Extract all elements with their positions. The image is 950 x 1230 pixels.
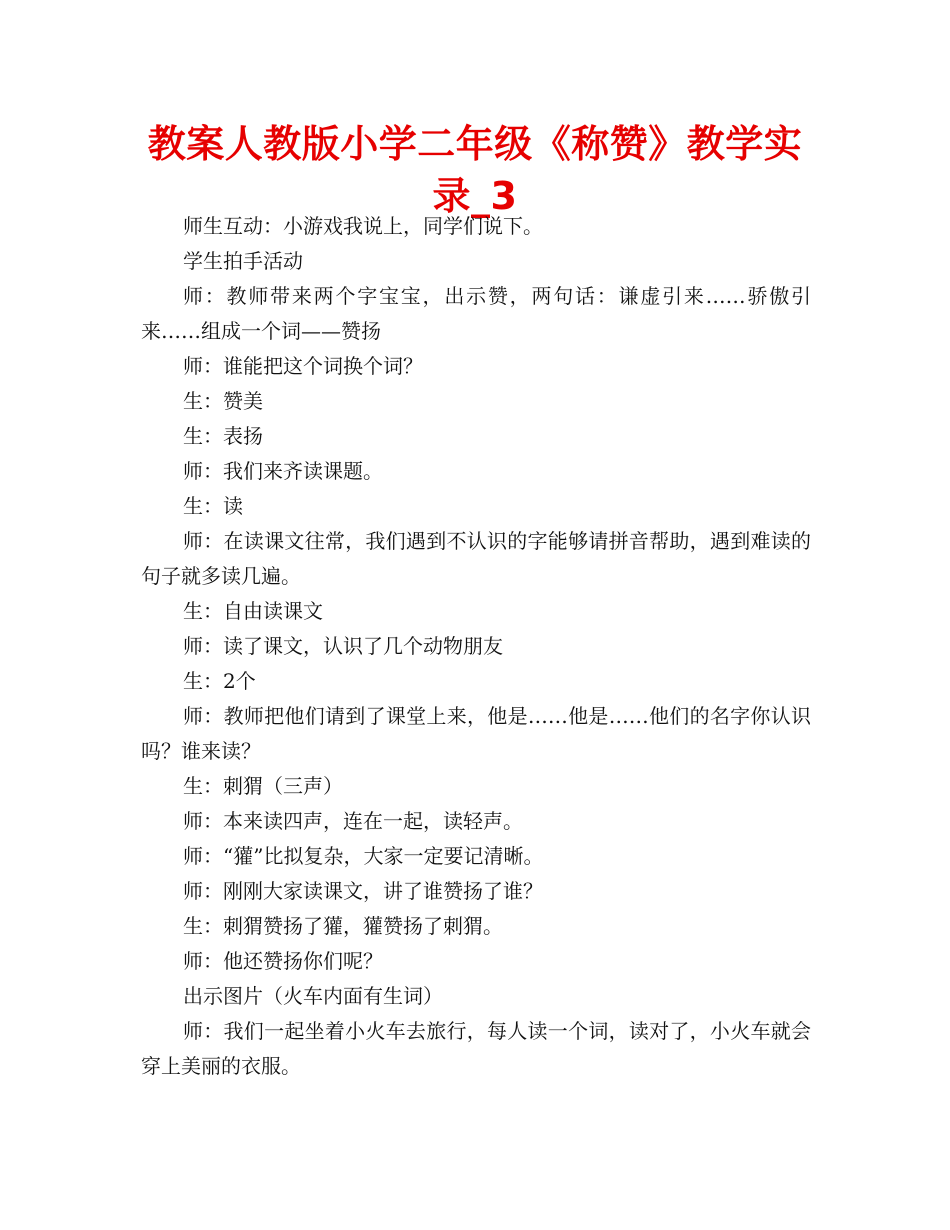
paragraph: 师：“獾”比拟复杂，大家一定要记清晰。 xyxy=(183,844,544,868)
paragraph: 师：读了课文，认识了几个动物朋友 xyxy=(183,634,503,658)
paragraph: 师：本来读四声，连在一起，读轻声。 xyxy=(183,809,523,833)
paragraph: 师：他还赞扬你们呢？ xyxy=(183,949,383,973)
paragraph: 生：刺猬赞扬了獾，獾赞扬了刺猬。 xyxy=(183,914,503,938)
paragraph: 师：谁能把这个词换个词？ xyxy=(183,354,423,378)
paragraph: 学生拍手活动 xyxy=(183,249,303,273)
paragraph: 师：在读课文往常，我们遇到不认识的字能够请拼音帮助，遇到难读的句子就多读几遍。 xyxy=(141,529,811,588)
paragraph: 生：自由读课文 xyxy=(183,599,323,623)
paragraph: 师生互动：小游戏我说上，同学们说下。 xyxy=(183,214,543,238)
document-title: 教案人教版小学二年级《称赞》教学实录_3 xyxy=(147,122,803,218)
document-body xyxy=(141,209,811,1084)
paragraph: 师：教师把他们请到了课堂上来，他是……他是……他们的名字你认识吗？谁来读？ xyxy=(141,704,811,763)
paragraph: 师：我们一起坐着小火车去旅行，每人读一个词，读对了，小火车就会穿上美丽的衣服。 xyxy=(141,1019,811,1078)
paragraph: 生：表扬 xyxy=(183,424,263,448)
paragraph: 师：教师带来两个字宝宝，出示赞，两句话：谦虚引来……骄傲引来……组成一个词——赞扬 xyxy=(141,284,811,343)
paragraph: 生：赞美 xyxy=(183,389,263,413)
paragraph: 师：刚刚大家读课文，讲了谁赞扬了谁？ xyxy=(183,879,543,903)
paragraph: 出示图片（火车内面有生词） xyxy=(183,984,443,1008)
paragraph: 生：2个 xyxy=(183,669,256,693)
paragraph: 生：刺猬（三声） xyxy=(183,774,343,798)
paragraph: 师：我们来齐读课题。 xyxy=(183,459,383,483)
paragraph: 生：读 xyxy=(183,494,243,518)
